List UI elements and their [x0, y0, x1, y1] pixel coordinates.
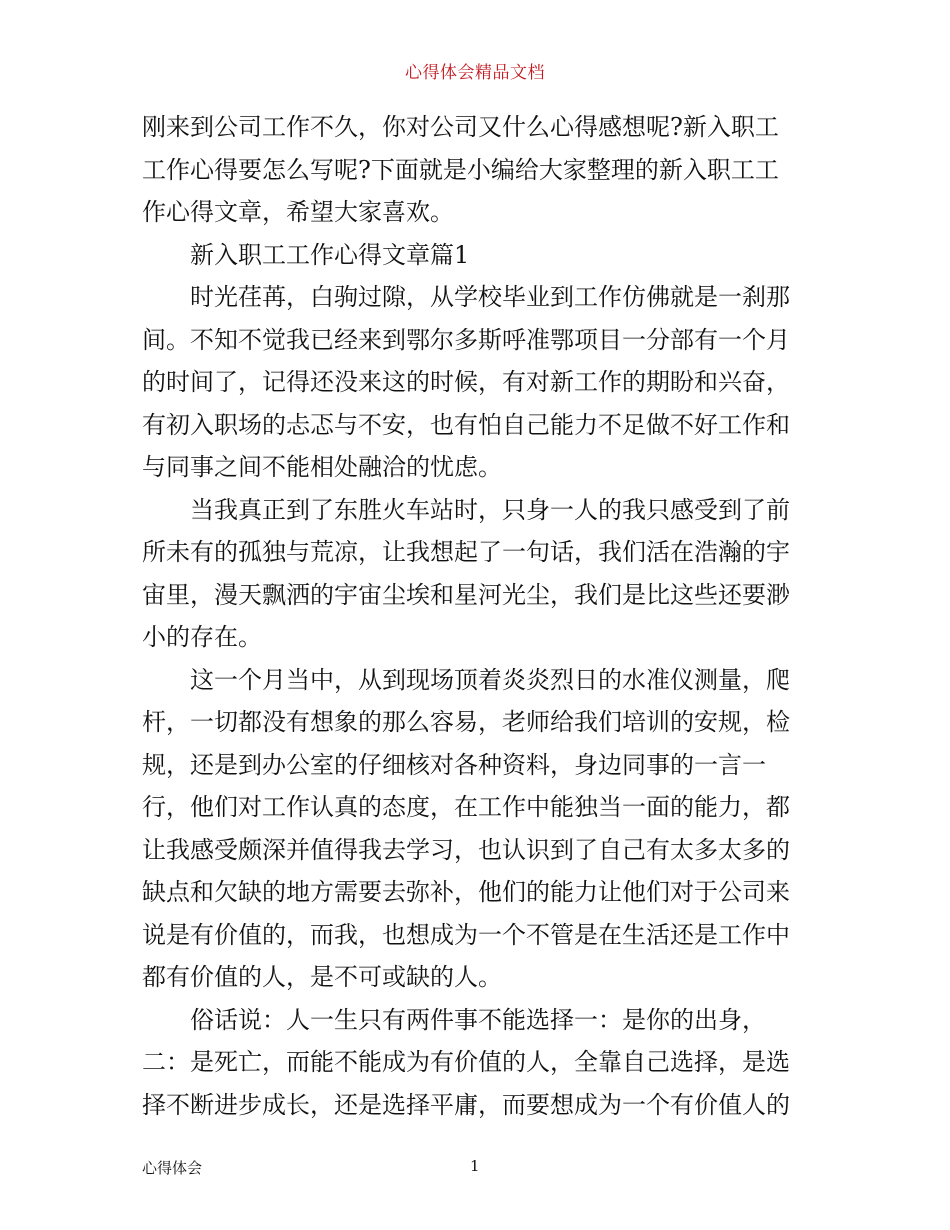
text-line: 杆，一切都没有想象的那么容易，老师给我们培训的安规，检 [142, 708, 790, 736]
text-line: 俗话说：人一生只有两件事不能选择一：是你的出身， [190, 1005, 766, 1034]
text-line: 作心得文章，希望大家喜欢。 [142, 198, 454, 226]
page-number: 1 [470, 1157, 480, 1175]
text-line: 有初入职场的忐忑与不安，也有怕自己能力不足做不好工作和 [142, 410, 790, 439]
text-line: 行，他们对工作认真的态度，在工作中能独当一面的能力，都 [142, 793, 790, 821]
text-line: 说是有价值的，而我，也想成为一个不管是在生活还是工作中 [142, 920, 790, 949]
text-line: 二：是死亡，而能不能成为有价值的人，全靠自己选择，是选 [142, 1048, 790, 1076]
text-line: 规，还是到办公室的仔细核对各种资料，身边同事的一言一 [142, 750, 766, 779]
text-line: 缺点和欠缺的地方需要去弥补，他们的能力让他们对于公司来 [142, 878, 790, 906]
text-line: 新入职工工作心得文章篇1 [190, 240, 470, 269]
text-line: 的时间了，记得还没来这的时候，有对新工作的期盼和兴奋， [142, 368, 790, 396]
text-line: 小的存在。 [142, 623, 262, 651]
text-line: 让我感受颇深并值得我去学习，也认识到了自己有太多太多的 [142, 835, 790, 864]
text-line: 择不断进步成长，还是选择平庸，而要想成为一个有价值人的 [142, 1090, 790, 1119]
page-footer-label: 心得体会 [142, 1159, 203, 1177]
text-line: 与同事之间不能相处融洽的忧虑。 [142, 453, 502, 481]
text-line: 都有价值的人，是不可或缺的人。 [142, 963, 502, 991]
text-line: 当我真正到了东胜火车站时，只身一人的我只感受到了前 [190, 495, 790, 524]
text-line: 时光荏苒，白驹过隙，从学校毕业到工作仿佛就是一刹那 [190, 283, 790, 311]
text-line: 间。不知不觉我已经来到鄂尔多斯呼准鄂项目一分部有一个月 [142, 325, 790, 354]
document-body [142, 106, 812, 1126]
text-line: 所未有的孤独与荒凉，让我想起了一句话，我们活在浩瀚的宇 [142, 538, 790, 566]
page-header-title: 心得体会精品文档 [405, 63, 545, 83]
text-line: 刚来到公司工作不久，你对公司又什么心得感想呢?新入职工 [142, 113, 779, 141]
text-line: 宙里，漫天飘洒的宇宙尘埃和星河光尘，我们是比这些还要渺 [142, 580, 790, 609]
text-line: 这一个月当中，从到现场顶着炎炎烈日的水准仪测量，爬 [190, 665, 790, 694]
text-line: 工作心得要怎么写呢?下面就是小编给大家整理的新入职工工 [142, 155, 779, 184]
